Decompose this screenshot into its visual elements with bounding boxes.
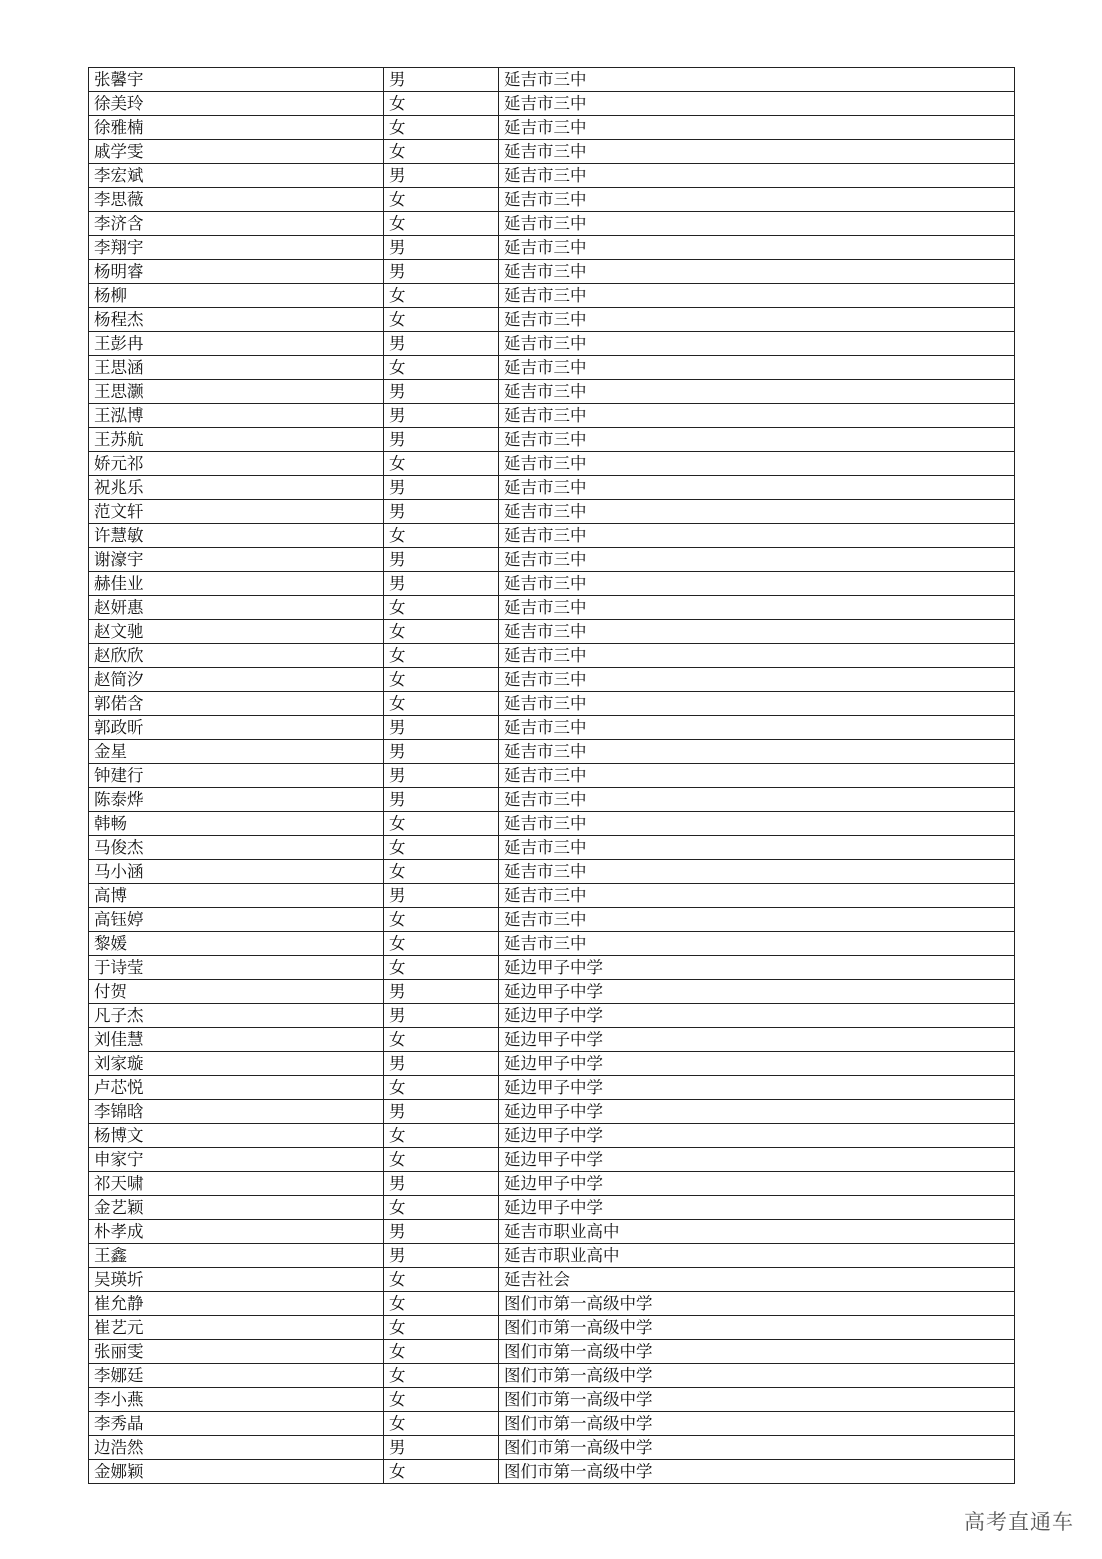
gender-cell: 女	[384, 524, 499, 548]
school-cell: 延吉市三中	[499, 620, 1015, 644]
table-row	[89, 716, 1015, 740]
table-row	[89, 1292, 1015, 1316]
roster-body	[89, 68, 1015, 1484]
name-cell: 李济含	[89, 212, 384, 236]
table-row	[89, 1172, 1015, 1196]
school-cell: 延边甲子中学	[499, 1124, 1015, 1148]
gender-cell: 女	[384, 116, 499, 140]
name-cell: 付贺	[89, 980, 384, 1004]
name-cell: 刘家璇	[89, 1052, 384, 1076]
table-row	[89, 92, 1015, 116]
table-row	[89, 380, 1015, 404]
table-row	[89, 1340, 1015, 1364]
school-cell: 延吉市三中	[499, 908, 1015, 932]
gender-cell: 女	[384, 908, 499, 932]
gender-cell: 女	[384, 1340, 499, 1364]
gender-cell: 男	[384, 716, 499, 740]
table-row	[89, 740, 1015, 764]
table-row	[89, 140, 1015, 164]
school-cell: 延吉市三中	[499, 716, 1015, 740]
school-cell: 延吉市三中	[499, 596, 1015, 620]
name-cell: 刘佳慧	[89, 1028, 384, 1052]
school-cell: 延吉市三中	[499, 212, 1015, 236]
name-cell: 赵文驰	[89, 620, 384, 644]
name-cell: 杨明睿	[89, 260, 384, 284]
gender-cell: 女	[384, 1028, 499, 1052]
gender-cell: 女	[384, 356, 499, 380]
name-cell: 杨博文	[89, 1124, 384, 1148]
table-row	[89, 764, 1015, 788]
school-cell: 延吉市三中	[499, 236, 1015, 260]
table-row	[89, 1436, 1015, 1460]
name-cell: 许慧敏	[89, 524, 384, 548]
school-cell: 延吉市三中	[499, 836, 1015, 860]
gender-cell: 女	[384, 1460, 499, 1484]
name-cell: 徐雅楠	[89, 116, 384, 140]
school-cell: 延吉市三中	[499, 572, 1015, 596]
table-row	[89, 1076, 1015, 1100]
table-row	[89, 212, 1015, 236]
name-cell: 王泓博	[89, 404, 384, 428]
gender-cell: 男	[384, 164, 499, 188]
name-cell: 王鑫	[89, 1244, 384, 1268]
gender-cell: 女	[384, 1364, 499, 1388]
name-cell: 马小涵	[89, 860, 384, 884]
name-cell: 李秀晶	[89, 1412, 384, 1436]
gender-cell: 女	[384, 620, 499, 644]
gender-cell: 男	[384, 884, 499, 908]
name-cell: 杨程杰	[89, 308, 384, 332]
gender-cell: 男	[384, 740, 499, 764]
school-cell: 延吉市职业高中	[499, 1220, 1015, 1244]
gender-cell: 女	[384, 188, 499, 212]
gender-cell: 女	[384, 284, 499, 308]
name-cell: 申家宁	[89, 1148, 384, 1172]
school-cell: 延吉市三中	[499, 116, 1015, 140]
gender-cell: 女	[384, 212, 499, 236]
gender-cell: 男	[384, 980, 499, 1004]
school-cell: 延吉市三中	[499, 860, 1015, 884]
gender-cell: 男	[384, 1052, 499, 1076]
school-cell: 延边甲子中学	[499, 1028, 1015, 1052]
school-cell: 延吉市三中	[499, 428, 1015, 452]
school-cell: 延吉市三中	[499, 692, 1015, 716]
gender-cell: 女	[384, 308, 499, 332]
gender-cell: 女	[384, 1316, 499, 1340]
name-cell: 李小燕	[89, 1388, 384, 1412]
gender-cell: 男	[384, 428, 499, 452]
name-cell: 戚学雯	[89, 140, 384, 164]
table-row	[89, 956, 1015, 980]
school-cell: 延吉市三中	[499, 476, 1015, 500]
name-cell: 徐美玲	[89, 92, 384, 116]
gender-cell: 男	[384, 764, 499, 788]
table-row	[89, 1412, 1015, 1436]
name-cell: 赵简汐	[89, 668, 384, 692]
table-row	[89, 236, 1015, 260]
school-cell: 延边甲子中学	[499, 980, 1015, 1004]
gender-cell: 男	[384, 476, 499, 500]
name-cell: 李翔宇	[89, 236, 384, 260]
school-cell: 延边甲子中学	[499, 1004, 1015, 1028]
gender-cell: 女	[384, 1196, 499, 1220]
school-cell: 延吉市三中	[499, 812, 1015, 836]
school-cell: 延吉市三中	[499, 740, 1015, 764]
name-cell: 卢芯悦	[89, 1076, 384, 1100]
school-cell: 延吉市三中	[499, 140, 1015, 164]
gender-cell: 女	[384, 812, 499, 836]
gender-cell: 女	[384, 140, 499, 164]
school-cell: 延吉市三中	[499, 548, 1015, 572]
table-row	[89, 596, 1015, 620]
school-cell: 延吉市三中	[499, 644, 1015, 668]
gender-cell: 女	[384, 452, 499, 476]
school-cell: 图们市第一高级中学	[499, 1316, 1015, 1340]
school-cell: 延吉社会	[499, 1268, 1015, 1292]
name-cell: 高博	[89, 884, 384, 908]
table-row	[89, 1268, 1015, 1292]
name-cell: 王彭冉	[89, 332, 384, 356]
gender-cell: 女	[384, 1124, 499, 1148]
table-row	[89, 812, 1015, 836]
table-row	[89, 116, 1015, 140]
table-row	[89, 188, 1015, 212]
gender-cell: 男	[384, 788, 499, 812]
table-row	[89, 620, 1015, 644]
name-cell: 凡子杰	[89, 1004, 384, 1028]
table-row	[89, 932, 1015, 956]
gender-cell: 男	[384, 68, 499, 92]
table-row	[89, 1148, 1015, 1172]
table-row	[89, 1316, 1015, 1340]
school-cell: 延吉市三中	[499, 284, 1015, 308]
gender-cell: 女	[384, 668, 499, 692]
gender-cell: 男	[384, 380, 499, 404]
name-cell: 吴瑛圻	[89, 1268, 384, 1292]
school-cell: 延吉市三中	[499, 188, 1015, 212]
name-cell: 张丽雯	[89, 1340, 384, 1364]
table-row	[89, 428, 1015, 452]
name-cell: 李娜廷	[89, 1364, 384, 1388]
gender-cell: 男	[384, 1172, 499, 1196]
name-cell: 高钰婷	[89, 908, 384, 932]
school-cell: 延吉市三中	[499, 92, 1015, 116]
table-row	[89, 356, 1015, 380]
gender-cell: 男	[384, 500, 499, 524]
gender-cell: 女	[384, 596, 499, 620]
school-cell: 图们市第一高级中学	[499, 1412, 1015, 1436]
school-cell: 延吉市三中	[499, 452, 1015, 476]
name-cell: 娇元祁	[89, 452, 384, 476]
name-cell: 王苏航	[89, 428, 384, 452]
school-cell: 图们市第一高级中学	[499, 1388, 1015, 1412]
gender-cell: 女	[384, 1148, 499, 1172]
table-row	[89, 260, 1015, 284]
school-cell: 延吉市三中	[499, 308, 1015, 332]
table-row	[89, 572, 1015, 596]
table-row	[89, 1364, 1015, 1388]
name-cell: 崔允静	[89, 1292, 384, 1316]
school-cell: 延吉市三中	[499, 668, 1015, 692]
table-row	[89, 1100, 1015, 1124]
table-row	[89, 1052, 1015, 1076]
table-row	[89, 1460, 1015, 1484]
school-cell: 延边甲子中学	[499, 1196, 1015, 1220]
name-cell: 陈泰烨	[89, 788, 384, 812]
gender-cell: 女	[384, 956, 499, 980]
school-cell: 延吉市三中	[499, 884, 1015, 908]
table-row	[89, 644, 1015, 668]
school-cell: 延吉市三中	[499, 68, 1015, 92]
table-row	[89, 284, 1015, 308]
table-row	[89, 1124, 1015, 1148]
gender-cell: 男	[384, 404, 499, 428]
school-cell: 延边甲子中学	[499, 1172, 1015, 1196]
school-cell: 延边甲子中学	[499, 956, 1015, 980]
gender-cell: 男	[384, 260, 499, 284]
school-cell: 图们市第一高级中学	[499, 1460, 1015, 1484]
gender-cell: 女	[384, 1388, 499, 1412]
gender-cell: 女	[384, 1292, 499, 1316]
gender-cell: 男	[384, 1436, 499, 1460]
table-row	[89, 548, 1015, 572]
name-cell: 李锦晗	[89, 1100, 384, 1124]
name-cell: 赵欣欣	[89, 644, 384, 668]
name-cell: 朴孝成	[89, 1220, 384, 1244]
table-row	[89, 1004, 1015, 1028]
table-row	[89, 1388, 1015, 1412]
name-cell: 祁天啸	[89, 1172, 384, 1196]
school-cell: 图们市第一高级中学	[499, 1364, 1015, 1388]
gender-cell: 男	[384, 1220, 499, 1244]
watermark: 高考直通车	[964, 1510, 1074, 1534]
school-cell: 延吉市三中	[499, 332, 1015, 356]
school-cell: 图们市第一高级中学	[499, 1340, 1015, 1364]
gender-cell: 男	[384, 548, 499, 572]
gender-cell: 女	[384, 860, 499, 884]
table-row	[89, 1244, 1015, 1268]
table-row	[89, 452, 1015, 476]
gender-cell: 女	[384, 92, 499, 116]
school-cell: 延吉市三中	[499, 356, 1015, 380]
gender-cell: 女	[384, 1412, 499, 1436]
table-row	[89, 68, 1015, 92]
name-cell: 马俊杰	[89, 836, 384, 860]
school-cell: 延边甲子中学	[499, 1148, 1015, 1172]
school-cell: 图们市第一高级中学	[499, 1436, 1015, 1460]
gender-cell: 女	[384, 836, 499, 860]
table-row	[89, 308, 1015, 332]
gender-cell: 男	[384, 572, 499, 596]
table-row	[89, 860, 1015, 884]
table-row	[89, 1028, 1015, 1052]
gender-cell: 男	[384, 1004, 499, 1028]
school-cell: 延吉市三中	[499, 500, 1015, 524]
gender-cell: 女	[384, 1268, 499, 1292]
name-cell: 张馨宇	[89, 68, 384, 92]
name-cell: 王思灏	[89, 380, 384, 404]
table-row	[89, 524, 1015, 548]
name-cell: 赵妍惠	[89, 596, 384, 620]
name-cell: 钟建行	[89, 764, 384, 788]
table-row	[89, 884, 1015, 908]
school-cell: 图们市第一高级中学	[499, 1292, 1015, 1316]
name-cell: 李思薇	[89, 188, 384, 212]
gender-cell: 男	[384, 236, 499, 260]
name-cell: 于诗莹	[89, 956, 384, 980]
table-row	[89, 668, 1015, 692]
gender-cell: 女	[384, 692, 499, 716]
table-row	[89, 836, 1015, 860]
school-cell: 延吉市职业高中	[499, 1244, 1015, 1268]
name-cell: 崔艺元	[89, 1316, 384, 1340]
gender-cell: 男	[384, 332, 499, 356]
table-row	[89, 908, 1015, 932]
table-row	[89, 404, 1015, 428]
name-cell: 王思涵	[89, 356, 384, 380]
name-cell: 边浩然	[89, 1436, 384, 1460]
table-row	[89, 788, 1015, 812]
school-cell: 延边甲子中学	[499, 1100, 1015, 1124]
name-cell: 李宏斌	[89, 164, 384, 188]
name-cell: 谢濠宇	[89, 548, 384, 572]
school-cell: 延边甲子中学	[499, 1076, 1015, 1100]
roster-table	[88, 67, 1015, 1484]
school-cell: 延吉市三中	[499, 380, 1015, 404]
gender-cell: 男	[384, 1100, 499, 1124]
gender-cell: 女	[384, 932, 499, 956]
table-row	[89, 692, 1015, 716]
school-cell: 延吉市三中	[499, 404, 1015, 428]
table-row	[89, 500, 1015, 524]
name-cell: 金星	[89, 740, 384, 764]
school-cell: 延吉市三中	[499, 764, 1015, 788]
name-cell: 金艺颖	[89, 1196, 384, 1220]
name-cell: 黎媛	[89, 932, 384, 956]
school-cell: 延边甲子中学	[499, 1052, 1015, 1076]
table-row	[89, 476, 1015, 500]
name-cell: 杨柳	[89, 284, 384, 308]
school-cell: 延吉市三中	[499, 164, 1015, 188]
name-cell: 郭偌含	[89, 692, 384, 716]
name-cell: 范文轩	[89, 500, 384, 524]
name-cell: 韩畅	[89, 812, 384, 836]
name-cell: 祝兆乐	[89, 476, 384, 500]
school-cell: 延吉市三中	[499, 524, 1015, 548]
school-cell: 延吉市三中	[499, 932, 1015, 956]
gender-cell: 女	[384, 644, 499, 668]
name-cell: 郭政昕	[89, 716, 384, 740]
school-cell: 延吉市三中	[499, 260, 1015, 284]
table-row	[89, 1220, 1015, 1244]
name-cell: 金娜颖	[89, 1460, 384, 1484]
gender-cell: 女	[384, 1076, 499, 1100]
table-row	[89, 332, 1015, 356]
table-row	[89, 1196, 1015, 1220]
school-cell: 延吉市三中	[499, 788, 1015, 812]
gender-cell: 男	[384, 1244, 499, 1268]
name-cell: 赫佳业	[89, 572, 384, 596]
table-row	[89, 164, 1015, 188]
table-row	[89, 980, 1015, 1004]
